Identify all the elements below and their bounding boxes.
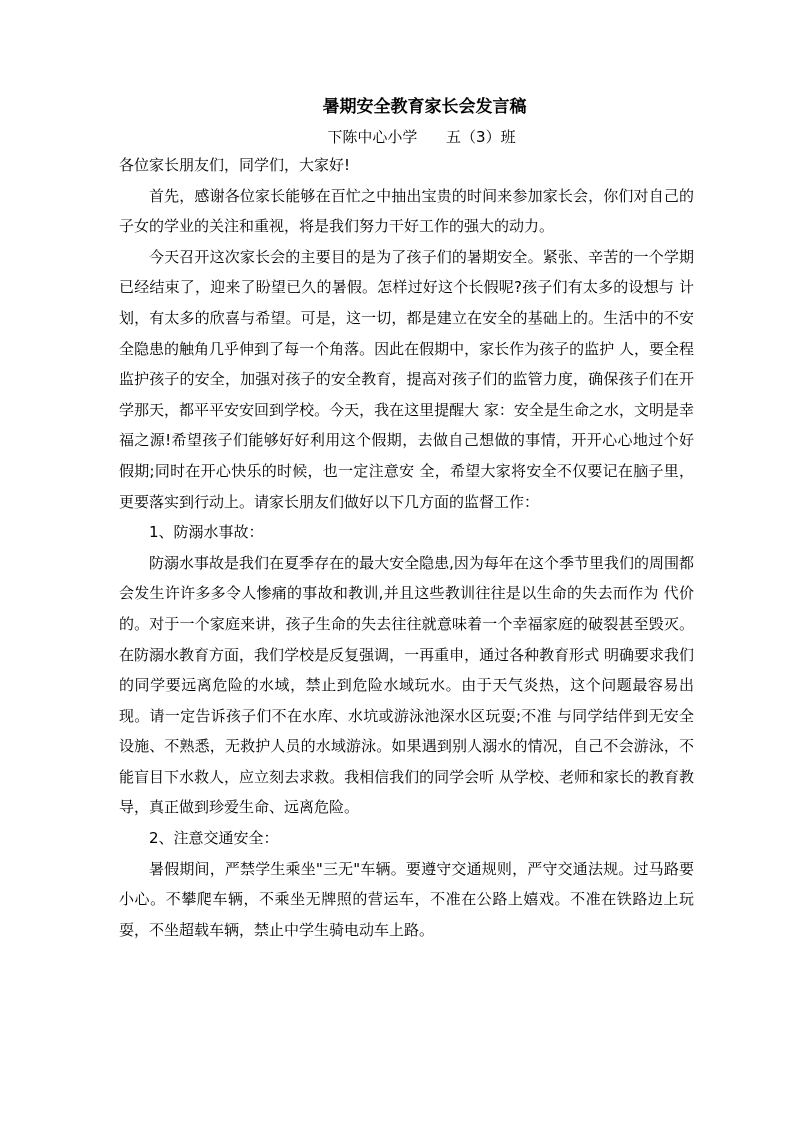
- document-subtitle: 下陈中心小学 五（3）班: [327, 128, 516, 146]
- drowning-paragraph: 防溺水事故是我们在夏季存在的最大安全隐患,因为每年在这个季节里我们的周围都会发生许许多多令人惨痛的事故和教训,并且这些教训往往是以生命的失去而作为 代价的。对于一个家庭来讲，孩子生命的失去往往就意味着一个幸福家庭的破裂甚至毁灭。在防溺水教育方面，我们学校是反复强调，一再重申，通过各种教育形式 明确要求我们的同学要远离危险的水域，禁止到危险水域玩水。由于天气炎热，这个问题最容易出现。请一定告诉孩子们不在水库、水坑或游泳池深水区玩耍;不准 与同学结伴到无安全设施、不熟悉，无救护人员的水域游泳。如果遇到别人溺水的情况，自己不会游泳，不能盲目下水救人，应立刻去求救。我相信我们的同学会听 从学校、老师和家长的教育教导，真正做到珍爱生命、远离危险。: [119, 553, 694, 817]
- document-title: 暑期安全教育家长会发言稿: [322, 97, 527, 117]
- intro-paragraph: 首先，感谢各位家长能够在百忙之中抽出宝贵的时间来参加家长会，你们对自己的子女的学业的关注和重视，将是我们努力干好工作的强大的动力。: [119, 186, 694, 236]
- section-heading-traffic: 2、注意交通安全：: [149, 829, 279, 848]
- greeting-paragraph: 各位家长朋友们，同学们，大家好!: [119, 156, 351, 174]
- section-heading-drowning: 1、防溺水事故：: [149, 523, 264, 542]
- traffic-paragraph: 暑假期间，严禁学生乘坐"三无"车辆。要遵守交通规则，严守交通法规。过马路要小心。不攀爬车辆，不乘坐无牌照的营运车，不准在公路上嬉戏。不准在铁路边上玩耍，不坐超载车辆，禁止中学生骑电动车上路。: [119, 859, 694, 939]
- purpose-paragraph: 今天召开这次家长会的主要目的是为了孩子们的暑期安全。紧张、辛苦的一个学期已经结束了，迎来了盼望已久的暑假。怎样过好这个长假呢?孩子们有太多的设想与 计划，有太多的欣喜与希望。可是，这一切，都是建立在安全的基础上的。生活中的不安全隐患的触角几乎伸到了每一个角落。因此在假期中，家长作为孩子的监护 人，要全程监护孩子的安全，加强对孩子的安全教育，提高对孩子们的监管力度，确保孩子们在开学那天，都平平安安回到学校。今天，我在这里提醒大 家：安全是生命之水，文明是幸福之源!希望孩子们能够好好利用这个假期，去做自己想做的事情，开开心心地过个好假期;同时在开心快乐的时候，也一定注意安 全，希望大家将安全不仅要记在脑子里，更要落实到行动上。请家长朋友们做好以下几方面的监督工作：: [119, 247, 694, 511]
